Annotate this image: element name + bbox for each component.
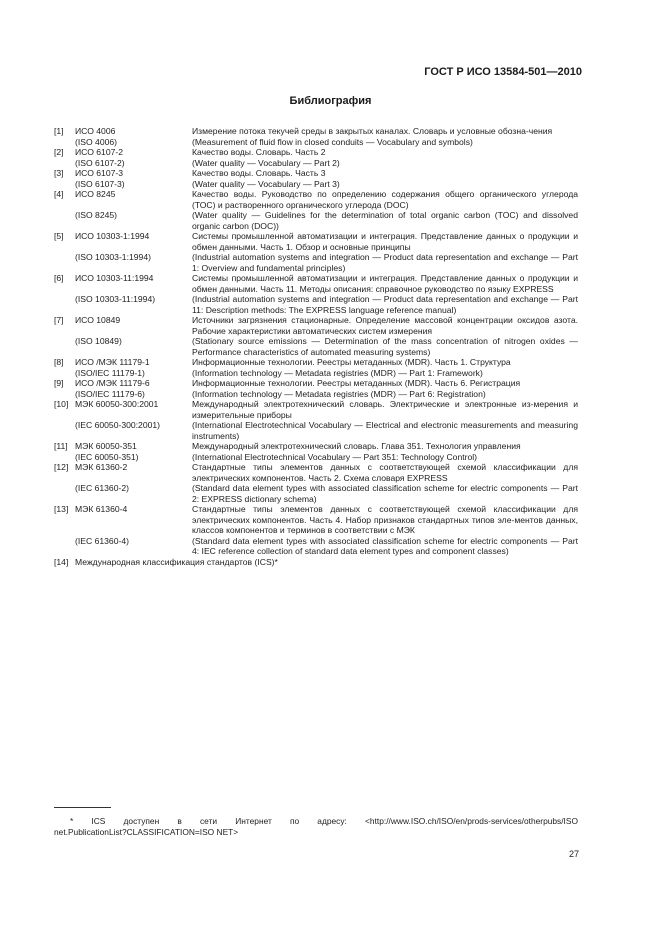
entry-number: [10] <box>54 399 69 409</box>
entry-code: МЭК 61360-2 <box>75 462 128 472</box>
entry-spacer <box>54 368 75 379</box>
entry-number: [9] <box>54 378 64 388</box>
entry-code: ИСО /МЭК 11179-6 <box>75 378 150 388</box>
footnote-line-1: * ICS доступен в сети Интернет по адресу: <http://www.ISO.ch/ISO/en/prods-services/otherpubs/ISO <box>70 816 578 826</box>
entry-description: Системы промышленной автоматизации и интеграция. Представление данных о продукции и обмен данными. Часть 1. Обзор и основные принципы <box>192 231 578 252</box>
entry-english-description: (Stationary source emissions — Determination of the mass concentration of nitrogen oxides — Performance characteristics of automated measuring systems) <box>192 336 578 357</box>
entry-english-code: (IEC 60050-300:2001) <box>75 420 161 430</box>
bibliography-title: Библиография <box>289 95 372 107</box>
footnote <box>54 816 578 838</box>
entry-code: ИСО /МЭК 11179-1 <box>75 357 150 367</box>
entry-code: МЭК 60050-351 <box>75 441 137 451</box>
bib-entry-english <box>54 210 578 231</box>
entry-description: Международный электротехнический словарь. Глава 351. Технология управления <box>192 441 521 451</box>
entry-description: Источники загрязнения стационарные. Определение массовой концентрации оксидов азота. Рабочие характеристики автоматических систем измерения <box>192 315 578 336</box>
entry-number: [14] <box>54 556 69 567</box>
bib-entry-english <box>54 420 578 441</box>
bibliography-list <box>54 126 578 567</box>
bib-entry <box>54 126 578 137</box>
entry-spacer <box>54 389 75 400</box>
bib-entry-english <box>54 452 578 463</box>
bib-entry-last <box>54 557 578 568</box>
entry-description: Системы промышленной автоматизации и интеграция. Представление данных о продукции и обмен данными. Часть 11. Методы описания: справочное руководство по языку EXPRESS <box>192 273 578 294</box>
bib-entry-english <box>54 252 578 273</box>
bib-entry <box>54 168 578 179</box>
entry-english-description: (Water quality — Guidelines for the determination of total organic carbon (TOC) and dissolved organic carbon (DOC)) <box>192 210 578 231</box>
entry-number: [2] <box>54 147 64 157</box>
bib-entry <box>54 504 578 536</box>
entry-text: Международная классификация стандартов (ICS)* <box>75 556 278 567</box>
entry-english-code: (ISO/IEC 11179-6) <box>75 388 145 399</box>
entry-number: [12] <box>54 462 69 472</box>
entry-code: ИСО 10303-11:1994 <box>75 273 154 283</box>
entry-spacer <box>54 452 75 463</box>
entry-number: [6] <box>54 273 64 283</box>
entry-english-description: (Measurement of fluid flow in closed conduits — Vocabulary and symbols) <box>192 136 473 147</box>
entry-english-code: (ISO 4006) <box>75 136 118 147</box>
entry-english-code: (ISO 10303-1:1994) <box>75 252 151 262</box>
bib-entry-english <box>54 368 578 379</box>
entry-english-code: (ISO 6107-3) <box>75 178 125 189</box>
entry-code: ИСО 6107-3 <box>75 168 124 178</box>
entry-description: Качество воды. Руководство по определению содержания общего органического углерода (ТОС) и растворенного органического углерода (DOC) <box>192 189 578 210</box>
bib-entry-english <box>54 336 578 357</box>
entry-description: Стандартные типы элементов данных с соответствующей схемой классификации для электрических компонентов. Часть 4. Набор признаков стандартных типов эле-ментов данных, классов компонентов и терминов в соответствии с МЭК <box>192 504 578 535</box>
entry-code: ИСО 8245 <box>75 189 116 199</box>
entry-spacer <box>54 294 75 315</box>
bib-entry <box>54 441 578 452</box>
bib-entry <box>54 147 578 158</box>
entry-description: Качество воды. Словарь. Часть 2 <box>192 147 326 157</box>
entry-number: [7] <box>54 315 64 325</box>
entry-spacer <box>54 420 75 441</box>
page-number: 27 <box>568 849 579 859</box>
entry-english-code: (ISO 6107-2) <box>75 157 125 168</box>
entry-english-code: (ISO 8245) <box>75 210 118 220</box>
entry-english-description: (Standard data element types with associated classification scheme for electric components — Part 2: EXPRESS dictionary schema) <box>192 483 578 504</box>
entry-english-code: (IEC 61360-4) <box>75 535 129 546</box>
bib-entry <box>54 315 578 336</box>
entry-description: Информационные технологии. Реестры метаданных (MDR). Часть 1. Структура <box>192 357 511 367</box>
entry-spacer <box>54 179 75 190</box>
entry-english-code: (IEC 60050-351) <box>75 451 139 462</box>
entry-description: Качество воды. Словарь. Часть 3 <box>192 168 326 178</box>
entry-number: [3] <box>54 168 64 178</box>
entry-english-description: (Standard data element types with associated classification scheme for electric components — Part 4: IEC reference collection of standard data element types and component classes) <box>192 535 578 556</box>
entry-spacer <box>54 483 75 504</box>
entry-english-description: (Information technology — Metadata registries (MDR) — Part 1: Framework) <box>192 367 483 378</box>
standard-header: ГОСТ Р ИСО 13584-501—2010 <box>424 66 582 78</box>
entry-spacer <box>54 536 75 557</box>
entry-code: ИСО 4006 <box>75 126 116 136</box>
entry-english-description: (Industrial automation systems and integration — Product data representation and exchange — Part 11: Description methods: The EXPRESS language reference manual) <box>192 294 578 315</box>
entry-english-code: (ISO 10303-11:1994) <box>75 294 156 304</box>
bib-entry <box>54 462 578 483</box>
entry-code: ИСО 10849 <box>75 315 121 325</box>
entry-spacer <box>54 158 75 169</box>
footnote-divider <box>54 807 111 808</box>
entry-description: Международный электротехнический словарь. Электрические и электронные из-мерения и измерительные приборы <box>192 399 578 420</box>
entry-english-code: (ISO/IEC 11179-1) <box>75 367 145 378</box>
bib-entry <box>54 378 578 389</box>
entry-english-description: (Information technology — Metadata registries (MDR) — Part 6: Registration) <box>192 388 486 399</box>
entry-number: [5] <box>54 231 64 241</box>
entry-number: [11] <box>54 441 68 451</box>
bib-entry <box>54 399 578 420</box>
entry-number: [1] <box>54 126 64 136</box>
bib-entry-english <box>54 179 578 190</box>
bib-entry-english <box>54 158 578 169</box>
entry-english-code: (IEC 61360-2) <box>75 483 129 493</box>
bib-entry <box>54 357 578 368</box>
bib-entry <box>54 231 578 252</box>
entry-number: [13] <box>54 504 69 514</box>
bib-entry-english <box>54 137 578 148</box>
entry-spacer <box>54 210 75 231</box>
bib-entry-english <box>54 294 578 315</box>
bib-entry-english <box>54 389 578 400</box>
entry-code: ИСО 10303-1:1994 <box>75 231 150 241</box>
entry-english-description: (Water quality — Vocabulary — Part 3) <box>192 178 340 189</box>
entry-number: [8] <box>54 357 64 367</box>
entry-spacer <box>54 252 75 273</box>
entry-number: [4] <box>54 189 64 199</box>
footnote-line-2: net.PublicationList?CLASSIFICATION=ISO NET> <box>54 827 239 837</box>
entry-code: МЭК 60050-300:2001 <box>75 399 159 409</box>
bib-entry <box>54 189 578 210</box>
bib-entry-english <box>54 483 578 504</box>
entry-description: Стандартные типы элементов данных с соответствующей схемой классификации для электрических компонентов. Часть 2. Схема словаря EXPRESS <box>192 462 578 483</box>
entry-spacer <box>54 137 75 148</box>
entry-spacer <box>54 336 75 357</box>
entry-description: Измерение потока текучей среды в закрытых каналах. Словарь и условные обозна-чения <box>192 126 553 136</box>
entry-english-code: (ISO 10849) <box>75 336 122 346</box>
entry-english-description: (International Electrotechnical Vocabulary — Electrical and electronic measurements and measuring instruments) <box>192 420 578 441</box>
entry-description: Информационные технологии. Реестры метаданных (MDR). Часть 6. Регистрация <box>192 378 521 388</box>
entry-code: МЭК 61360-4 <box>75 504 128 514</box>
bib-entry-english <box>54 536 578 557</box>
entry-code: ИСО 6107-2 <box>75 147 124 157</box>
entry-english-description: (Industrial automation systems and integration — Product data representation and exchange — Part 1: Overview and fundamental principles) <box>192 252 578 273</box>
entry-english-description: (International Electrotechnical Vocabulary — Part 351: Technology Control) <box>192 451 478 462</box>
entry-english-description: (Water quality — Vocabulary — Part 2) <box>192 157 340 168</box>
bib-entry <box>54 273 578 294</box>
